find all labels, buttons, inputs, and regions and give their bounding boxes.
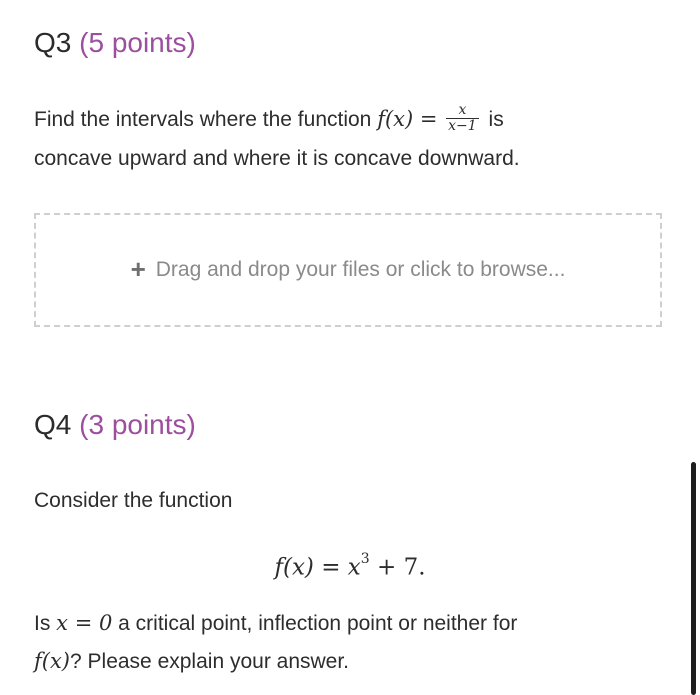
plus-icon: +: [130, 254, 146, 284]
equation-base: f(x) = x: [274, 554, 361, 581]
fraction-denominator: x−1: [448, 117, 477, 134]
question-3-function-lhs: f(x) =: [377, 107, 445, 131]
equation-exponent: 3: [360, 551, 370, 567]
question-3-number: Q3: [34, 27, 72, 58]
question-4-is: Is: [34, 612, 57, 635]
question-4-points: (3 points): [79, 409, 196, 440]
file-upload-dropzone[interactable]: [34, 213, 662, 327]
question-4-intro: Consider the function: [34, 489, 233, 512]
question-4-line2-rest: ? Please explain your answer.: [70, 650, 350, 673]
question-3-fraction: [446, 103, 479, 134]
question-3-heading: [34, 26, 196, 60]
question-4-text-line-1: [34, 604, 664, 643]
question-4-x-equals-zero: x = 0: [56, 611, 113, 635]
dropzone-label: Drag and drop your files or click to browse...: [155, 258, 566, 281]
equation-tail: + 7.: [369, 554, 426, 581]
question-4-text-line-2: [34, 642, 664, 681]
question-4-fx: f(x): [34, 649, 71, 673]
question-4-number: Q4: [34, 409, 72, 440]
question-3-text-line-1: [34, 100, 664, 139]
question-3-points: (5 points): [79, 27, 196, 58]
question-3-text-after: is: [482, 108, 504, 131]
fraction-numerator: x: [458, 101, 467, 118]
question-4-line1-rest: a critical point, inflection point or neither for: [112, 612, 518, 635]
question-3-text-line-2: concave upward and where it is concave downward.: [34, 147, 520, 170]
question-4-equation: [0, 545, 700, 585]
question-4-heading: [34, 408, 196, 442]
scrollbar-thumb[interactable]: [691, 462, 696, 695]
question-3-text-before: Find the intervals where the function: [34, 108, 378, 131]
